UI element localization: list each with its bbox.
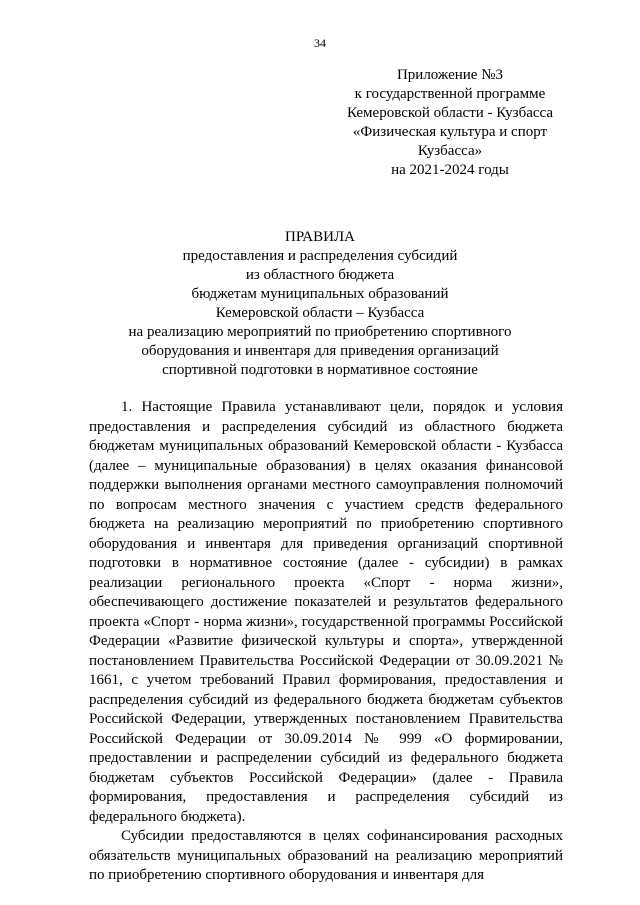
document-title [0,228,640,380]
appendix-line: к государственной программе [354,86,546,102]
title-line: оборудования и инвентаря для приведения организаций [141,343,499,359]
body-paragraph-1: 1. Настоящие Правила устанавливают цели, порядок и условия предоставления и распределения субсидий из областного бюджета бюджетам муниципальных образований Кемеровской области - Кузбасса (далее – муниципальные образования) в целях оказания финансовой поддержки выполнения органами местного самоуправления полномочий по вопросам местного значения с участием средств федерального бюджета на реализацию мероприятий по приобретению спортивного оборудования и инвентаря для приведения организаций спортивной подготовки в нормативное состояние (далее - субсидии) в рамках реализации регионального проекта «Спорт - норма жизни», обеспечивающего достижение показателей и результатов федерального проекта «Спорт - норма жизни», государственной программы Российской Федерации «Развитие физической культуры и спорта», утвержденной постановлением Правительства Российской Федерации от 30.09.2021 № 1661, с учетом требований Правил формирования, предоставления и распределения субсидий из федерального бюджета бюджетам субъектов Российской Федерации, утвержденных постановлением Правительства Российской Федерации от 30.09.2014 № 999 «О формировании, предоставлении и распределении субсидий из федерального бюджета бюджетам субъектов Российской Федерации» (далее - Правила формирования, предоставления и распределения субсидий из федерального бюджета). [89,399,563,825]
appendix-line: Кемеровской области - Кузбасса [346,105,554,121]
title-line: спортивной подготовки в нормативное состояние [162,362,478,378]
title-line: Кемеровской области – Кузбасса [215,305,425,321]
appendix-line: Кузбасса» [417,143,483,159]
appendix-header [330,66,570,180]
title-line: на реализацию мероприятий по приобретению спортивного [128,324,512,340]
body-paragraph-2: Субсидии предоставляются в целях софинансирования расходных обязательств муниципальных образований на реализацию мероприятий по приобретению спортивного оборудования и инвентаря для [89,828,563,883]
title-line: бюджетам муниципальных образований [191,286,449,302]
document-body [89,398,563,886]
appendix-line: на 2021-2024 годы [391,162,509,178]
title-line: из областного бюджета [245,267,395,283]
title-heading: ПРАВИЛА [285,229,355,245]
page-number: 34 [314,36,326,50]
appendix-line: Приложение №3 [396,67,504,83]
title-line: предоставления и распределения субсидий [182,248,458,264]
appendix-line: «Физическая культура и спорт [352,124,548,140]
